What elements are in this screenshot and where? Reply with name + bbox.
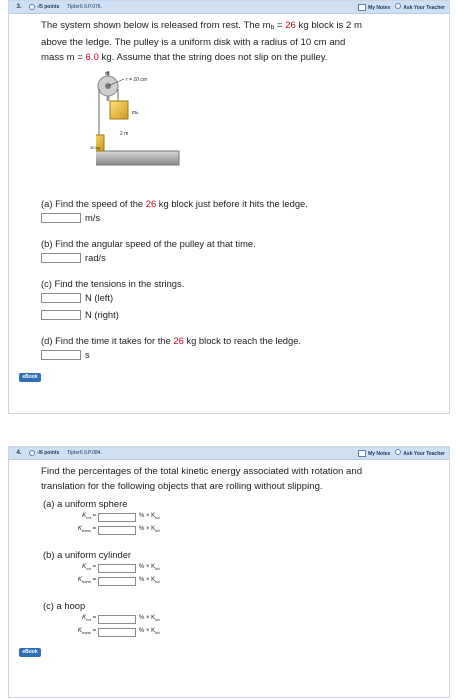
my-notes-button[interactable]: My Notes [358, 450, 390, 457]
part-c: (c) Find the tensions in the strings. N (left) N (right) [41, 278, 185, 320]
hoop-krot-input[interactable] [98, 615, 136, 624]
points-label: -/5 points [37, 4, 60, 10]
question-number: 4. [16, 450, 22, 456]
problem-intro: Find the percentages of the total kinetic energy associated with rotation and translation for the following objects that are rolling without slipping. [41, 466, 363, 492]
problem-code: TipIer6 9.P.084. [67, 450, 102, 456]
notes-checkbox-icon [358, 4, 366, 11]
question-header [9, 1, 449, 14]
answer-c-right-input[interactable] [41, 310, 81, 320]
part-b: (b) Find the angular speed of the pulley at that time. rad/s [41, 238, 256, 263]
ebook-button[interactable]: eBook [19, 648, 41, 657]
ebook-button[interactable]: eBook [19, 373, 41, 382]
answer-c-left-input[interactable] [41, 293, 81, 303]
answer-a-input[interactable] [41, 213, 81, 223]
part-a: (a) a uniform sphere $K_{rot}$ = % × $K_{tot}$ $K_{trans}$ = % × $K_{tot}$ [43, 498, 160, 534]
sphere-ktrans-input[interactable] [98, 526, 136, 535]
hoop-ktrans-input[interactable] [98, 628, 136, 637]
question-header [9, 447, 449, 460]
points-label: -/6 points [37, 450, 60, 456]
height-label: 2 m [120, 131, 129, 137]
question-card-4 [8, 446, 450, 698]
points-circle-icon [29, 4, 35, 10]
ask-circle-icon [395, 449, 401, 455]
radius-label: r = 10 cm [126, 77, 147, 83]
answer-d-input[interactable] [41, 350, 81, 360]
notes-checkbox-icon [358, 450, 366, 457]
ask-circle-icon [395, 3, 401, 9]
question-card-3 [8, 0, 450, 414]
part-b: (b) a uniform cylinder $K_{rot}$ = % × $K_{tot}$ $K_{trans}$ = % × $K_{tot}$ [43, 549, 160, 585]
sphere-krot-input[interactable] [98, 513, 136, 522]
mass-label: m [105, 71, 110, 77]
points-circle-icon [29, 450, 35, 456]
part-d: (d) Find the time it takes for the 26 kg block to reach the ledge. s [41, 335, 302, 360]
block-label: 30 kg [90, 145, 100, 150]
part-a: (a) Find the speed of the 26 kg block just before it hits the ledge. m/s [41, 198, 308, 223]
ask-teacher-button[interactable]: Ask Your Teacher [395, 449, 445, 457]
my-notes-button[interactable]: My Notes [358, 4, 390, 11]
pulley-figure [90, 71, 296, 191]
part-c: (c) a hoop $K_{rot}$ = % × $K_{tot}$ $K_{trans}$ = % × $K_{tot}$ [43, 600, 160, 636]
question-number: 3. [16, 4, 22, 10]
cylinder-krot-input[interactable] [98, 564, 136, 573]
answer-b-input[interactable] [41, 253, 81, 263]
ask-teacher-button[interactable]: Ask Your Teacher [395, 3, 445, 11]
block-b-label: mb [132, 110, 139, 116]
cylinder-ktrans-input[interactable] [98, 577, 136, 586]
problem-intro: The system shown below is released from rest. The mb = 26 kg block is 2 m above the ledge. The pulley is a uniform disk with a radius of 10 cm and mass m = 6.0 kg. Assume that the string does not slip on the pulley. [41, 20, 362, 63]
problem-code: TipIer6 9.P.076. [67, 4, 102, 10]
